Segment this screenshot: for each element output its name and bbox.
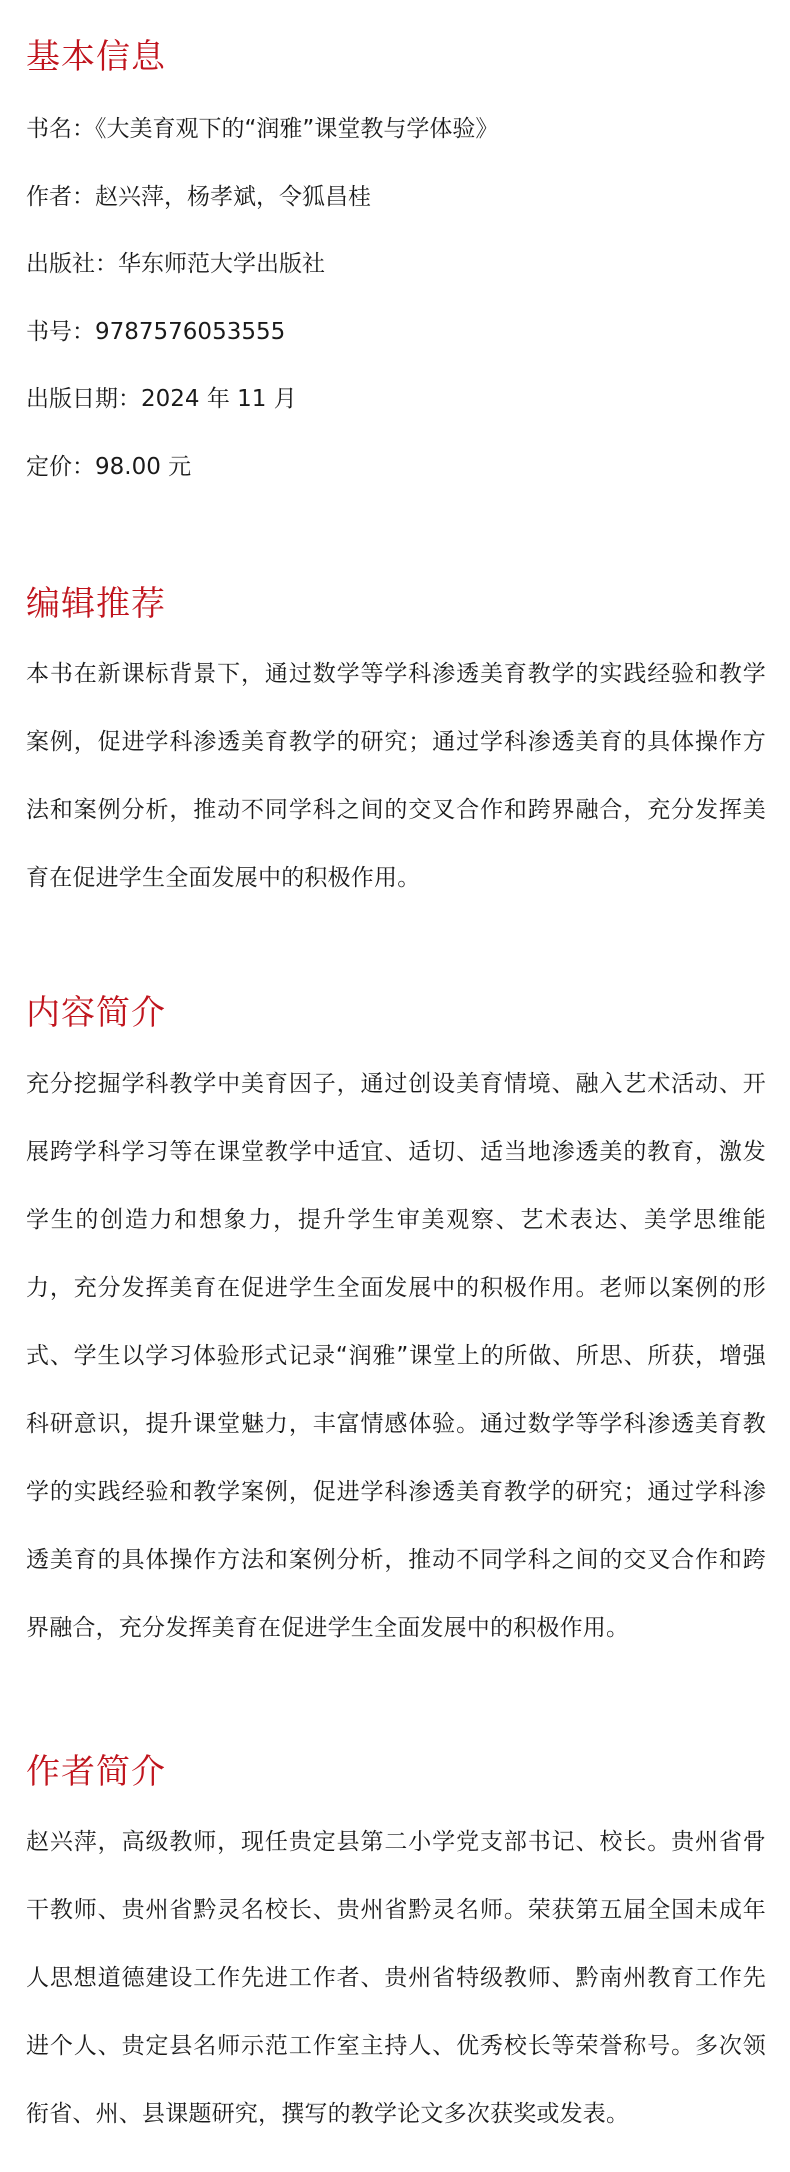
book-authors: 作者：赵兴萍，杨孝斌，令狐昌桂 xyxy=(26,184,371,210)
book-price: 定价：98.00 元 xyxy=(26,454,192,480)
book-publish-date: 出版日期：2024 年 11 月 xyxy=(26,386,297,412)
basic-info-heading: 基本信息 xyxy=(26,37,166,77)
book-isbn: 书号：9787576053555 xyxy=(26,319,286,345)
editor-recommendation-text: 本书在新课标背景下，通过数学等学科渗透美育教学的实践经验和教学案例，促进学科渗透美育教学的研究；通过学科渗透美育的具体操作方法和案例分析，推动不同学科之间的交叉合作和跨界融合，充分发挥美育在促进学生全面发展中的积极作用。 xyxy=(26,661,766,891)
author-intro-heading: 作者简介 xyxy=(26,1752,166,1792)
content-intro-heading: 内容简介 xyxy=(26,993,166,1033)
book-publisher: 出版社：华东师范大学出版社 xyxy=(26,251,325,277)
author-intro-text: 赵兴萍，高级教师，现任贵定县第二小学党支部书记、校长。贵州省骨干教师、贵州省黔灵名校长、贵州省黔灵名师。荣获第五届全国未成年人思想道德建设工作先进工作者、贵州省特级教师、黔南州教育工作先进个人、贵定县名师示范工作室主持人、优秀校长等荣誉称号。多次领衔省、州、县课题研究，撰写的教学论文多次获奖或发表。 xyxy=(26,1829,766,2127)
content-intro-text: 充分挖掘学科教学中美育因子，通过创设美育情境、融入艺术活动、开展跨学科学习等在课堂教学中适宜、适切、适当地渗透美的教育，激发学生的创造力和想象力，提升学生审美观察、艺术表达、美学思维能力，充分发挥美育在促进学生全面发展中的积极作用。老师以案例的形式、学生以学习体验形式记录“润雅”课堂上的所做、所思、所获，增强科研意识，提升课堂魅力，丰富情感体验。通过数学等学科渗透美育教学的实践经验和教学案例，促进学科渗透美育教学的研究；通过学科渗透美育的具体操作方法和案例分析，推动不同学科之间的交叉合作和跨界融合，充分发挥美育在促进学生全面发展中的积极作用。 xyxy=(26,1071,766,1641)
editor-recommendation-heading: 编辑推荐 xyxy=(26,584,166,624)
book-name: 书名：《大美育观下的“润雅”课堂教与学体验》 xyxy=(26,116,499,142)
